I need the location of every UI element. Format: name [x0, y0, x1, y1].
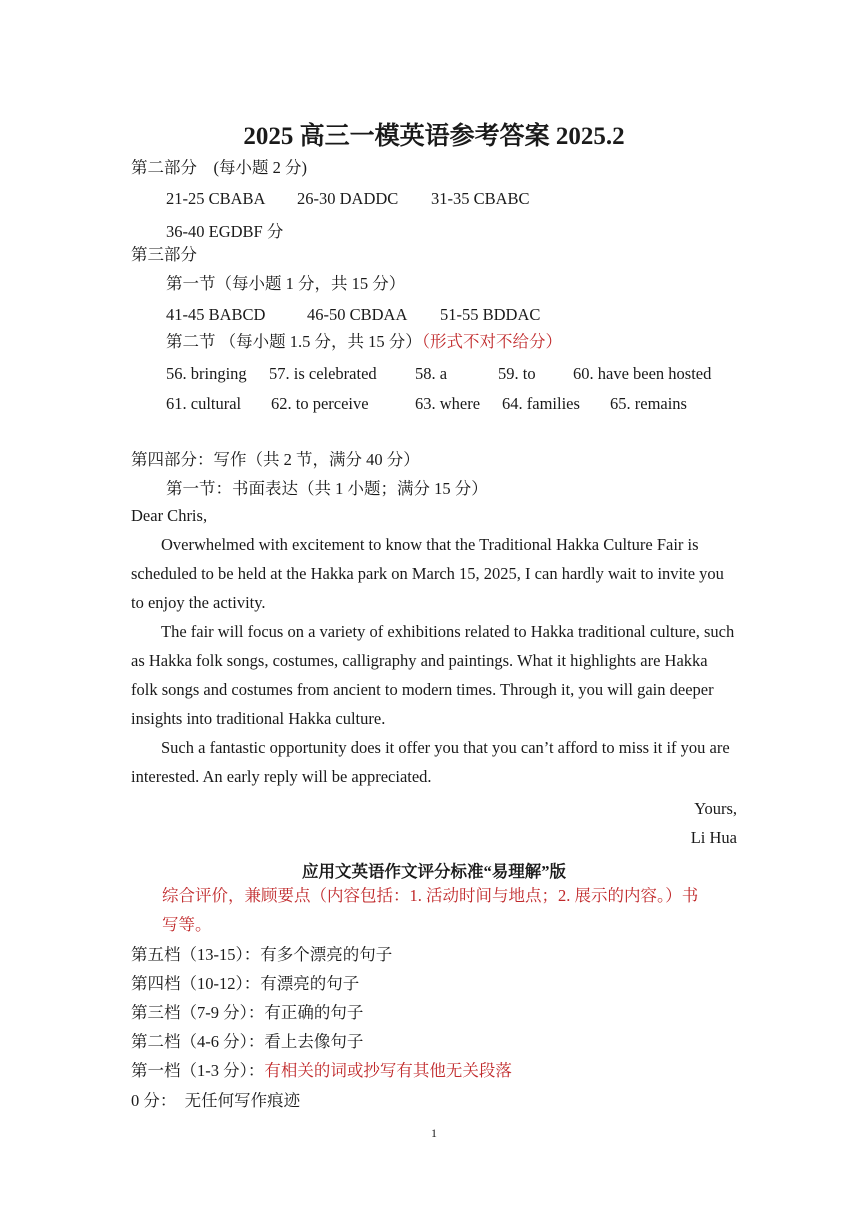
- letter-paragraph: Such a fantastic opportunity does it offer you that you can’t afford to miss it if you are interested. An early reply will be appreciated.: [131, 738, 730, 786]
- letter-paragraph: Overwhelmed with excitement to know that the Traditional Hakka Culture Fair is scheduled to be held at the Hakka park on March 15, 2025, I can hardly wait to invite you to enjoy the activity.: [131, 535, 724, 612]
- blank-answer: 64. families: [502, 394, 580, 413]
- letter-closing: Yours,: [694, 799, 737, 818]
- part3-heading: 第三部分: [131, 245, 197, 264]
- rubric-level-2: 第二档（4-6 分）：看上去像句子: [131, 1032, 364, 1051]
- blank-answer: 57. is celebrated: [269, 364, 377, 383]
- answer-group: 26-30 DADDC: [297, 189, 399, 208]
- part3-section1-heading: 第一节（每小题 1 分，共 15 分）: [166, 274, 406, 293]
- rubric-level-1-text: 有相关的词或抄写有其他无关段落: [264, 1061, 512, 1080]
- section2-heading-text: 第二节 （每小题 1.5 分，共 15 分）: [166, 332, 422, 351]
- page-title: 2025 高三一模英语参考答案 2025.2: [243, 123, 625, 150]
- rubric-overall-cont: 写等。: [162, 915, 212, 934]
- blank-answer: 61. cultural: [166, 394, 242, 413]
- letter-salutation: Dear Chris,: [131, 506, 208, 525]
- answer-group: 36-40 EGDBF 分: [166, 222, 284, 241]
- rubric-level-0: 0 分： 无任何写作痕迹: [131, 1091, 301, 1110]
- blank-answer: 65. remains: [610, 394, 687, 413]
- section2-note: （形式不对不给分）: [421, 332, 562, 351]
- part4-section1-heading: 第一节：书面表达（共 1 小题；满分 15 分）: [166, 479, 488, 498]
- part4-heading: 第四部分：写作（共 2 节，满分 40 分）: [131, 450, 420, 469]
- rubric-level-4: 第四档（10-12）：有漂亮的句子: [131, 974, 360, 993]
- blank-answer: 60. have been hosted: [573, 364, 712, 383]
- blank-answer: 56. bringing: [166, 364, 247, 383]
- part3-section2-heading: [166, 334, 562, 351]
- answer-group: 21-25 CBABA: [166, 189, 266, 208]
- answer-group: 31-35 CBABC: [431, 189, 530, 208]
- answer-group: 41-45 BABCD: [166, 305, 266, 324]
- rubric-level-1: [131, 1063, 512, 1080]
- rubric-level-3: 第三档（7-9 分）：有正确的句子: [131, 1003, 364, 1022]
- blank-answer: 62. to perceive: [271, 394, 369, 413]
- rubric-heading: 应用文英语作文评分标准“易理解”版: [302, 862, 566, 881]
- rubric-overall: 综合评价，兼顾要点（内容包括：1. 活动时间与地点；2. 展示的内容。）书: [162, 886, 699, 905]
- letter-signature: Li Hua: [690, 828, 737, 847]
- rubric-level-1-label: 第一档（1-3 分）：: [131, 1061, 265, 1080]
- page-number: 1: [431, 1126, 437, 1140]
- answer-group: 46-50 CBDAA: [307, 305, 408, 324]
- blank-answer: 58. a: [415, 364, 448, 383]
- answer-group: 51-55 BDDAC: [440, 305, 541, 324]
- rubric-level-5: 第五档（13-15）：有多个漂亮的句子: [131, 945, 393, 964]
- letter-paragraph: The fair will focus on a variety of exhibitions related to Hakka traditional culture, such as Hakka folk songs, costumes, calligraphy and paintings. What it highlights are Hakka folk songs and costumes from ancient to modern times. Through it, you will gain deeper insights into traditional Hakka culture.: [131, 622, 735, 728]
- blank-answer: 63. where: [415, 394, 481, 413]
- blank-answer: 59. to: [498, 364, 536, 383]
- part2-heading: 第二部分 (每小题 2 分): [131, 158, 307, 177]
